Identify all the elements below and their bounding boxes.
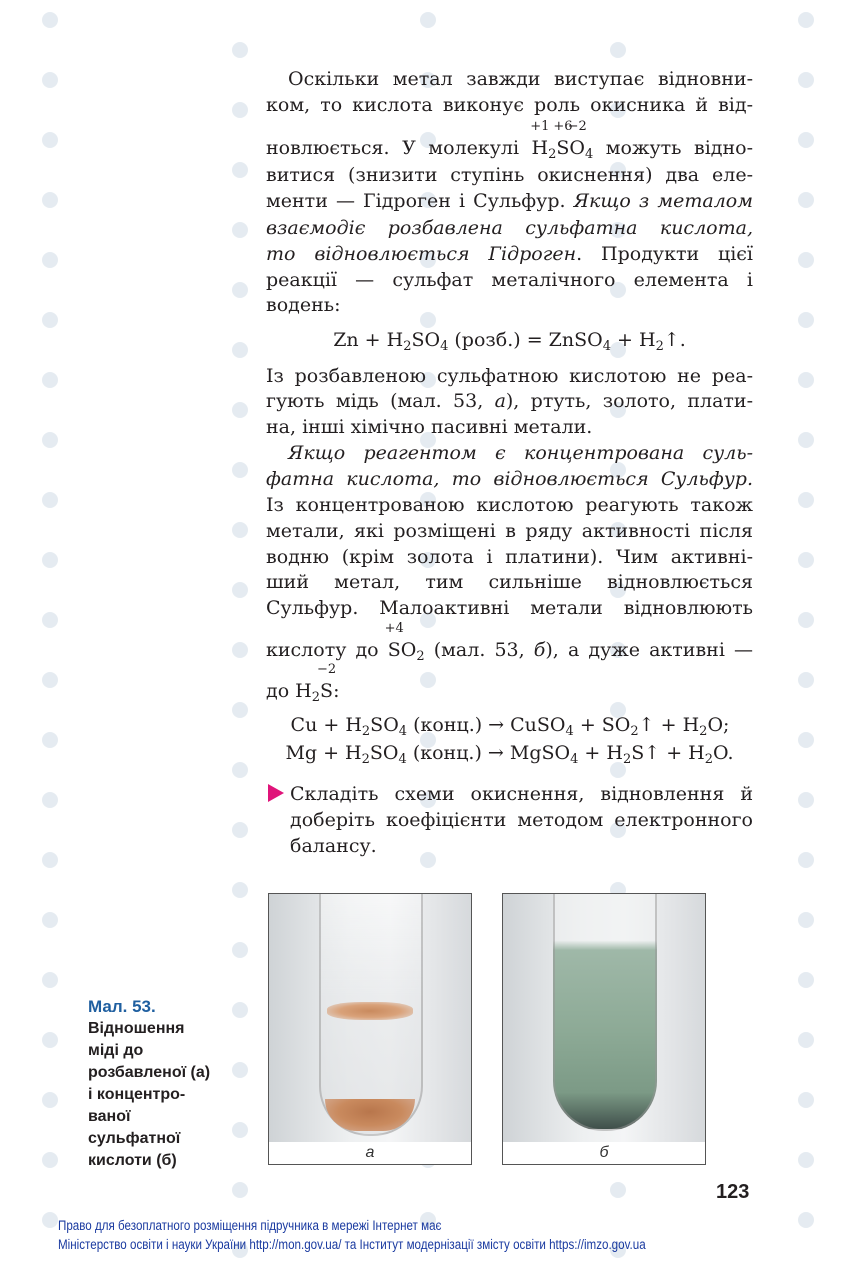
watermark-logo-icon [798, 492, 814, 508]
watermark-logo-icon [232, 882, 248, 898]
text-line [266, 440, 753, 466]
text-line [266, 466, 753, 492]
watermark-logo-icon [798, 1032, 814, 1048]
text-segment: ↑. [663, 329, 686, 351]
subscript: 2 [361, 752, 370, 767]
text-line [266, 188, 753, 214]
caption-line: кислоти (б) [88, 1152, 177, 1169]
text-line [266, 92, 753, 118]
watermark-logo-icon [42, 12, 58, 28]
text-segment: SO [411, 329, 441, 351]
figure-title: Мал. 53. [88, 997, 156, 1016]
text-segment: SO [369, 742, 399, 764]
text-segment: водень: [266, 294, 341, 316]
watermark-logo-icon [42, 192, 58, 208]
subscript: 2 [655, 339, 664, 354]
watermark-logo-icon [798, 132, 814, 148]
equation [266, 327, 753, 353]
text-segment: гують мідь (мал. 53, [266, 390, 495, 412]
watermark-logo-icon [798, 372, 814, 388]
subscript: 2 [622, 752, 632, 767]
photo-label-a: а [269, 1142, 471, 1164]
watermark-logo-icon [232, 762, 248, 778]
text-line [266, 662, 753, 705]
watermark-logo-icon [42, 492, 58, 508]
text-segment: SO [370, 714, 399, 736]
text-segment: (конц.) → CuSO [407, 714, 566, 736]
watermark-logo-icon [42, 792, 58, 808]
watermark-logo-icon [798, 792, 814, 808]
subscript: 2 [699, 724, 708, 739]
subscript: 4 [398, 724, 408, 739]
italic-text: то відновлюється Гідроген [266, 243, 577, 265]
text-line [266, 414, 753, 440]
oxidation-state: −2 [316, 662, 337, 677]
element-symbol: H [531, 137, 549, 159]
watermark-logo-icon [42, 1152, 58, 1168]
italic-text: взаємодіє розбавлена сульфатна кислота, [266, 217, 753, 239]
text-segment: Із концентрованою кислотою реагують також [266, 494, 753, 516]
text-segment: новлюється. У молекулі [266, 137, 532, 159]
watermark-logo-icon [798, 612, 814, 628]
oxidation-state: −2 [567, 119, 587, 134]
watermark-logo-icon [232, 222, 248, 238]
text-segment: ший метал, тим сильніше відновлюється [266, 571, 753, 593]
watermark-logo-icon [610, 1182, 626, 1198]
text-segment: Із розбавленою сульфатною кислотою не реа- [266, 365, 753, 387]
italic-text: Якщо реагентом є концентрована суль- [288, 442, 753, 464]
text-segment: водню (крім золота і платини). Чим активні- [266, 546, 753, 568]
watermark-logo-icon [798, 432, 814, 448]
subscript: 2 [361, 724, 371, 739]
watermark-logo-icon [42, 1212, 58, 1228]
text-segment: (конц.) → MgSO [406, 742, 571, 764]
watermark-logo-icon [232, 522, 248, 538]
photo-copy-dilute-acid [268, 893, 472, 1165]
caption-line: сульфатної [88, 1130, 181, 1147]
watermark-logo-icon [42, 312, 58, 328]
subscript: 4 [585, 147, 594, 162]
text-segment: ), а дуже активні — [545, 639, 753, 661]
task-line [290, 807, 753, 833]
text-segment: O [400, 639, 417, 661]
footer-line-1: Право для безоплатного розміщення підручника в мережі Інтернет має [58, 1218, 442, 1233]
text-segment: менти — Гідроген і Сульфур. [266, 190, 574, 212]
text-segment: Складіть схеми окиснення, відновлення й [290, 783, 753, 805]
text-segment: (розб.) = ZnSO [448, 329, 603, 351]
text-line [266, 363, 753, 389]
text-line [266, 162, 753, 188]
text-line [266, 119, 753, 162]
subscript: 2 [548, 147, 557, 162]
watermark-logo-icon [42, 1032, 58, 1048]
text-line [266, 492, 753, 518]
watermark-logo-icon [798, 252, 814, 268]
text-segment: ), ртуть, золото, плати- [505, 390, 754, 412]
watermark-logo-icon [42, 432, 58, 448]
text-line [266, 215, 753, 241]
copy-pieces-top [327, 1002, 413, 1020]
text-line [266, 66, 753, 92]
text-line [266, 518, 753, 544]
subscript: 2 [403, 339, 412, 354]
oxidation-state: +6 [553, 119, 573, 134]
watermark-logo-icon [42, 912, 58, 928]
watermark-logo-icon [42, 372, 58, 388]
figure-caption [88, 996, 238, 1172]
subscript: 4 [440, 339, 449, 354]
text-segment: балансу. [290, 835, 377, 857]
subscript: 4 [398, 752, 407, 767]
watermark-logo-icon [42, 72, 58, 88]
text-line [266, 241, 753, 267]
italic-text: б [533, 639, 546, 661]
text-line [266, 267, 753, 293]
text-segment: метали, які розміщені в ряду активності після [266, 520, 753, 542]
text-segment: до H [266, 680, 312, 702]
text-line [266, 544, 753, 570]
watermark-logo-icon [232, 822, 248, 838]
photo-copy-concentrated-acid [502, 893, 706, 1165]
subscript: 2 [630, 724, 639, 739]
watermark-logo-icon [232, 1182, 248, 1198]
element-symbol: S [320, 680, 334, 702]
task-line [290, 833, 753, 859]
watermark-logo-icon [798, 552, 814, 568]
element-symbol: S [387, 639, 401, 661]
caption-line: розбавленої (а) [88, 1064, 211, 1081]
text-segment: Оскільки метал завжди виступає відновни- [288, 68, 753, 90]
oxidation-state-group [384, 621, 404, 663]
text-segment: . Продукти цієї [576, 243, 754, 265]
italic-text: фатна кислота, то відновлюється Сульфур. [266, 468, 753, 490]
watermark-logo-icon [232, 582, 248, 598]
watermark-logo-icon [42, 252, 58, 268]
test-tube [553, 893, 657, 1131]
watermark-logo-icon [232, 642, 248, 658]
caption-line: міді до [88, 1042, 144, 1059]
text-segment: ком, то кислота виконує роль окисника й від- [266, 94, 753, 116]
watermark-logo-icon [798, 912, 814, 928]
watermark-logo-icon [798, 852, 814, 868]
caption-line: Відношення [88, 1020, 185, 1037]
watermark-logo-icon [232, 162, 248, 178]
subscript: 4 [570, 752, 579, 767]
watermark-logo-icon [798, 1212, 814, 1228]
text-segment: на, інші хімічно пасивні метали. [266, 416, 593, 438]
watermark-logo-icon [798, 72, 814, 88]
text-segment: кислоту до [266, 639, 388, 661]
caption-line: і концентро- [88, 1086, 186, 1103]
text-segment: Сульфур. Малоактивні метали відновлюють [266, 597, 753, 619]
italic-text: а [494, 390, 506, 412]
text-line [266, 595, 753, 621]
text-segment: S↑ + H [631, 742, 705, 764]
oxidation-state: +1 [530, 119, 550, 134]
watermark-logo-icon [42, 672, 58, 688]
watermark-logo-icon [798, 672, 814, 688]
element-symbol: S [556, 137, 570, 159]
watermark-logo-icon [798, 732, 814, 748]
subscript: 4 [565, 724, 574, 739]
watermark-logo-icon [232, 402, 248, 418]
text-segment: + H [578, 742, 623, 764]
subscript: 2 [704, 752, 714, 767]
subscript: 2 [311, 690, 321, 705]
watermark-logo-icon [798, 312, 814, 328]
footer-line-2: Міністерство освіти і науки України http://mon.gov.ua/ та Інститут модернізації змісту освіти https://imzo.gov.ua [58, 1237, 646, 1252]
watermark-logo-icon [232, 102, 248, 118]
watermark-logo-icon [232, 342, 248, 358]
text-line [266, 569, 753, 595]
text-segment: реакції — сульфат металічного елемента і [266, 269, 753, 291]
watermark-logo-icon [232, 282, 248, 298]
watermark-logo-icon [232, 942, 248, 958]
text-segment: можуть відно- [593, 137, 753, 159]
text-segment: Zn + H [333, 329, 404, 351]
photo-label-b: б [503, 1142, 705, 1164]
text-segment: O. [713, 742, 734, 764]
equation [266, 740, 753, 766]
oxidation-state-group [530, 119, 550, 161]
page-number: 123 [716, 1181, 750, 1203]
text-segment: Cu + H [290, 714, 362, 736]
subscript: 2 [416, 649, 425, 664]
watermark-logo-icon [232, 702, 248, 718]
text-segment: : [333, 680, 340, 702]
watermark-logo-icon [798, 192, 814, 208]
italic-text: Якщо з металом [573, 190, 753, 212]
text-line [266, 388, 753, 414]
text-segment: доберіть коефіцієнти методом електронного [290, 809, 753, 831]
oxidation-state-group [567, 119, 587, 161]
text-segment: + SO [573, 714, 631, 736]
watermark-logo-icon [232, 42, 248, 58]
watermark-logo-icon [42, 612, 58, 628]
watermark-logo-icon [798, 1152, 814, 1168]
watermark-logo-icon [42, 852, 58, 868]
watermark-logo-icon [42, 132, 58, 148]
oxidation-state-group [316, 662, 337, 704]
text-segment: ↑ + H [638, 714, 700, 736]
watermark-logo-icon [42, 552, 58, 568]
watermark-logo-icon [42, 972, 58, 988]
watermark-logo-icon [798, 1092, 814, 1108]
subscript: 4 [602, 339, 611, 354]
oxidation-state-group [553, 119, 573, 161]
text-segment: Mg + H [285, 742, 362, 764]
watermark-logo-icon [232, 462, 248, 478]
text-line [266, 292, 753, 318]
watermark-logo-icon [42, 732, 58, 748]
watermark-logo-icon [798, 12, 814, 28]
watermark-logo-icon [420, 12, 436, 28]
text-segment: + H [610, 329, 656, 351]
text-segment: O; [707, 714, 730, 736]
task-marker-icon [268, 784, 284, 802]
text-segment: витися (знизити ступінь окиснення) два еле- [266, 164, 753, 186]
watermark-logo-icon [42, 1092, 58, 1108]
task-line [290, 781, 753, 807]
element-symbol: O [569, 137, 585, 159]
watermark-logo-icon [798, 972, 814, 988]
text-line [266, 621, 753, 664]
watermark-logo-icon [610, 42, 626, 58]
caption-line: ваної [88, 1108, 131, 1125]
oxidation-state: +4 [384, 621, 404, 636]
text-segment: (мал. 53, [424, 639, 534, 661]
equation [280, 712, 740, 738]
